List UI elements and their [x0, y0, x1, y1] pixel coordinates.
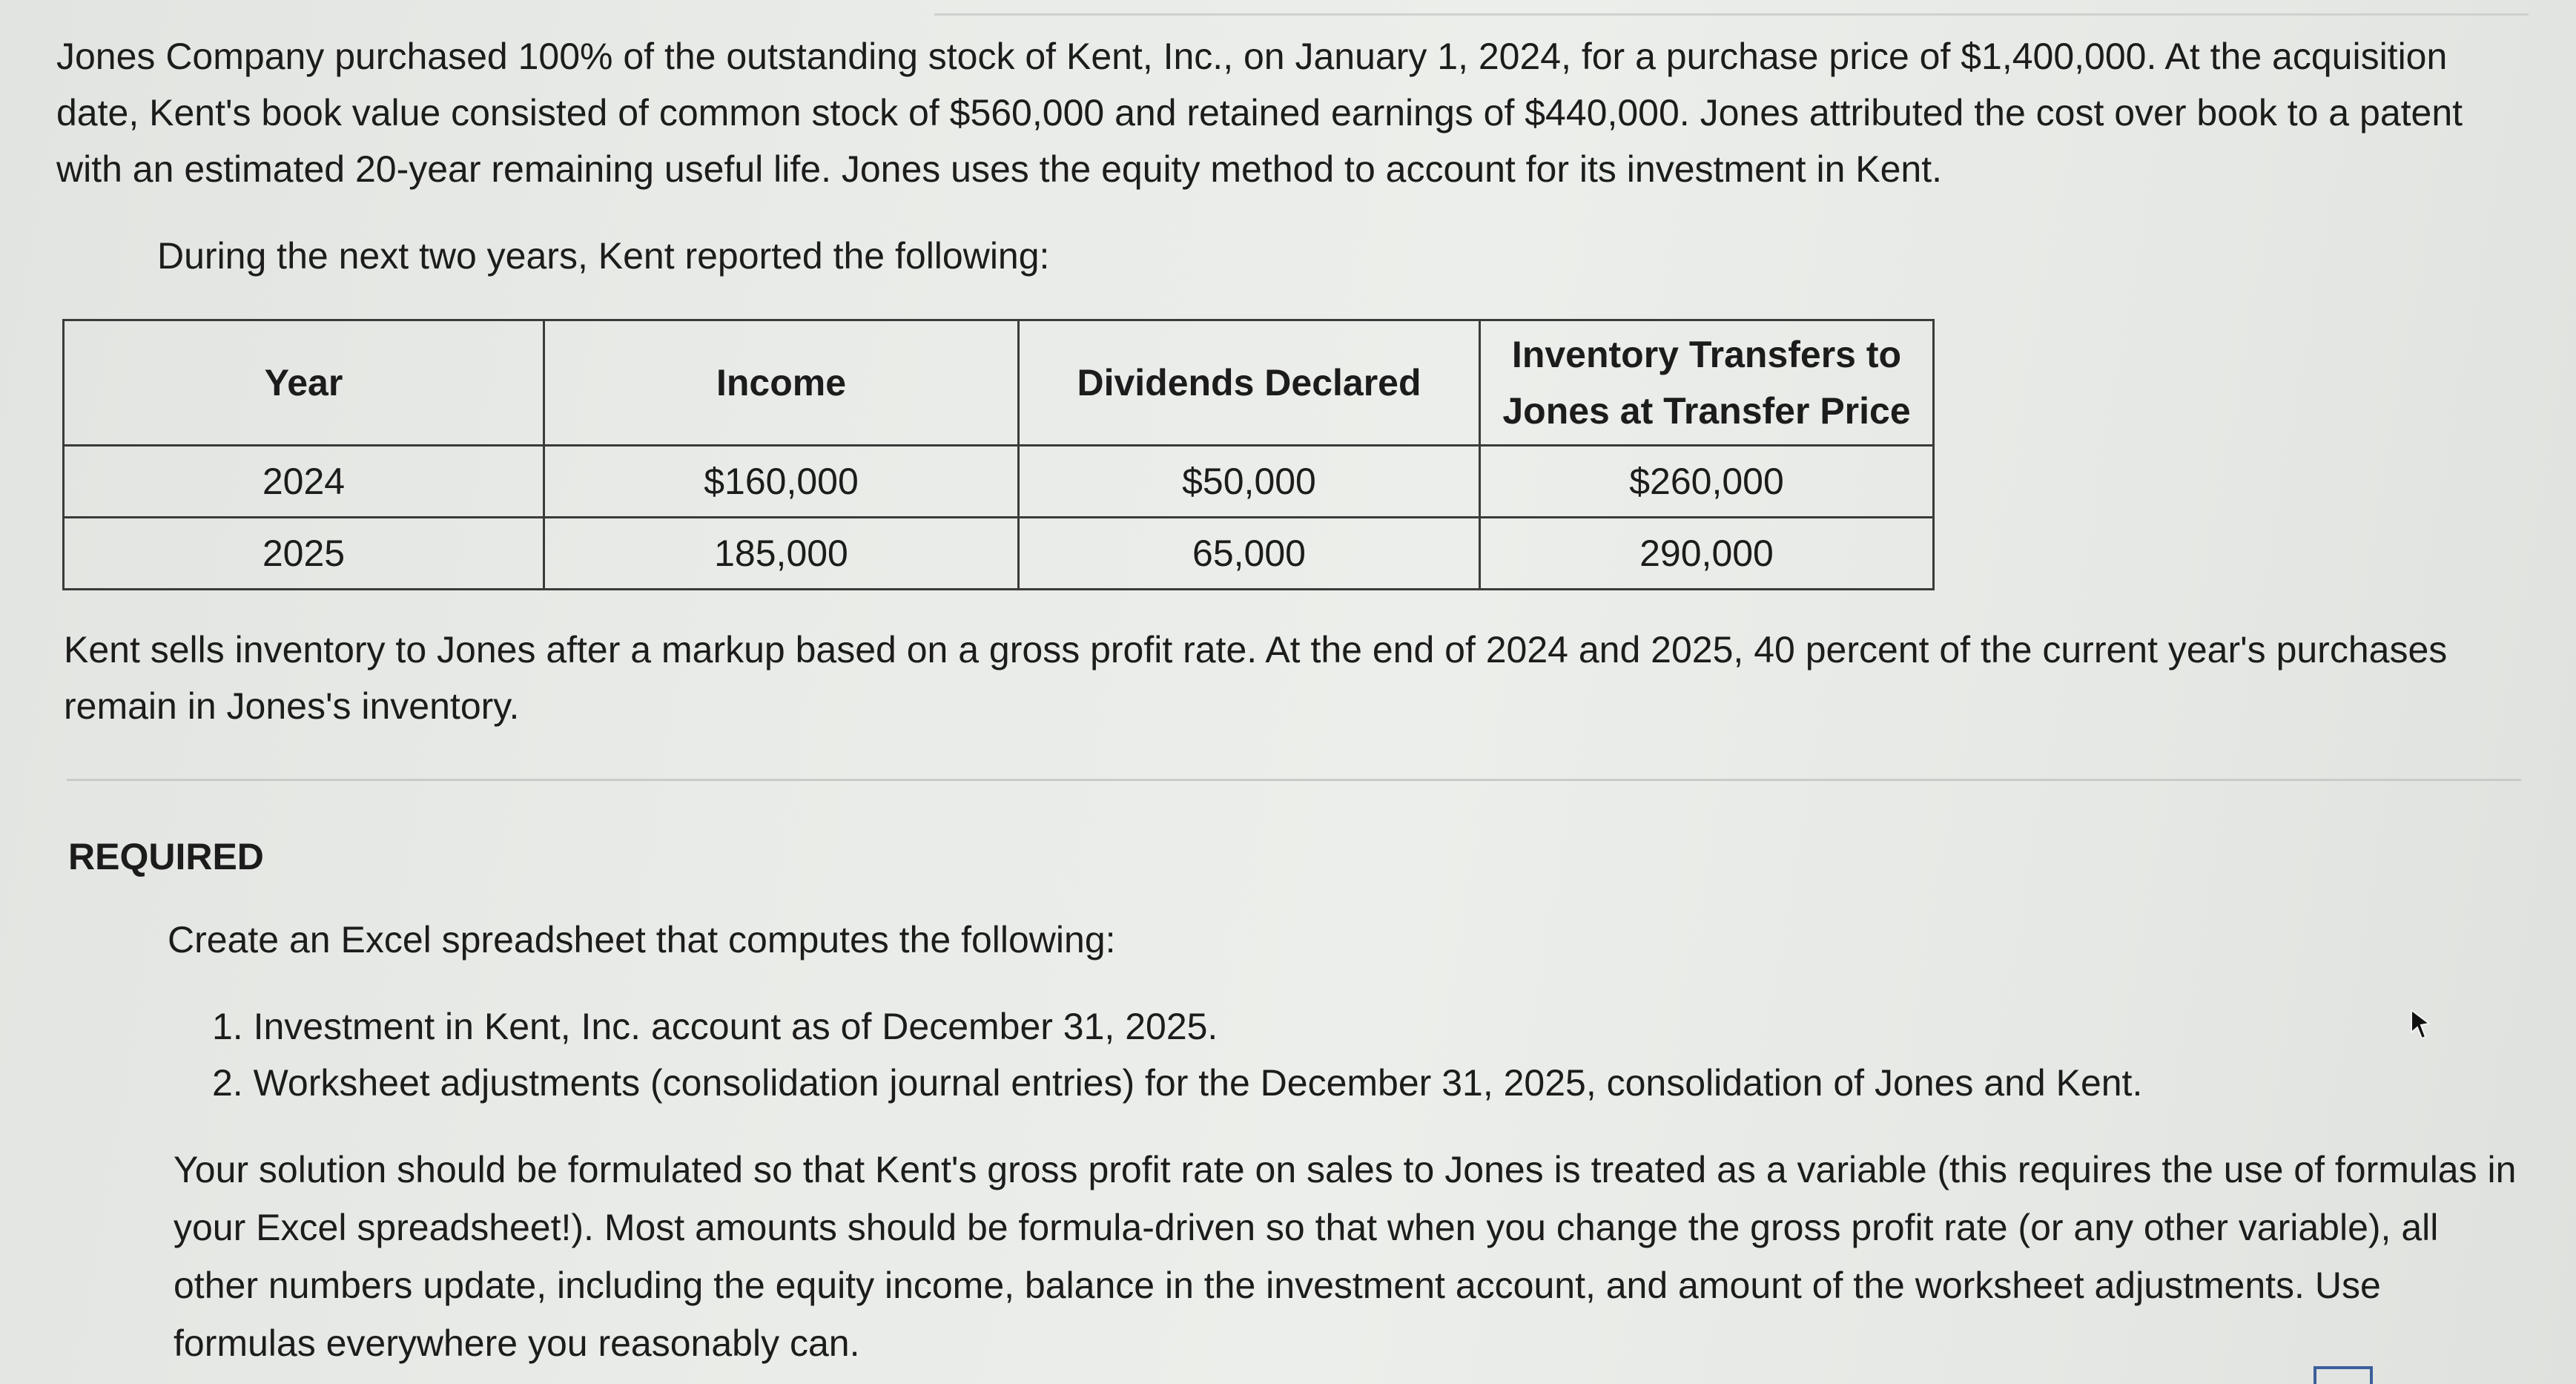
inventory-note-paragraph: Kent sells inventory to Jones after a markup based on a gross profit rate. At the end of 2024 and 2025, 40 percent of the current year's purchases remain in Jones's inventory.: [64, 629, 2448, 727]
section-divider: [67, 779, 2521, 781]
kent-results-table: [62, 319, 1935, 590]
table-header-row: [64, 320, 1934, 446]
lead-text: During the next two years, Kent reported the following:: [157, 235, 1050, 277]
create-instruction: Create an Excel spreadsheet that computes the following:: [168, 919, 1116, 960]
top-divider: [934, 13, 2529, 16]
requirement-item: 2. Worksheet adjustments (consolidation journal entries) for the December 31, 2025, consolidation of Jones and Kent.: [212, 1062, 2143, 1104]
requirement-item: 1. Investment in Kent, Inc. account as of December 31, 2025.: [212, 1006, 1218, 1047]
requirements-list: [212, 998, 2142, 1111]
table-row: [64, 518, 1934, 590]
header-year: Year: [64, 320, 544, 446]
intro-paragraph: Jones Company purchased 100% of the outstanding stock of Kent, Inc., on January 1, 2024, for a purchase price of $1,400,000. At the acquisition date, Kent's book value consisted of common stock of $560,000 and retained earnings of $440,000. Jones attributed the cost over book to a patent with an estimated 20-year remaining useful life. Jones uses the equity method to account for its investment in Kent.: [56, 36, 2463, 190]
cell-income: 185,000: [544, 518, 1019, 590]
cell-income: $160,000: [544, 446, 1019, 518]
header-inventory-transfers: Inventory Transfers to Jones at Transfer Price: [1480, 320, 1934, 446]
cell-dividends: $50,000: [1019, 446, 1480, 518]
mouse-pointer-icon: [2405, 1007, 2435, 1044]
partial-frame-icon: [2314, 1366, 2373, 1384]
closing-paragraph: Your solution should be formulated so that Kent's gross profit rate on sales to Jones is treated as a variable (this requires the use of formulas in your Excel spreadsheet!). Most amounts should be formula-driven so that when you change the gross profit rate (or any other variable), all other numbers update, including the equity income, balance in the investment account, and amount of the worksheet adjustments. Use formulas everywhere you reasonably can.: [174, 1149, 2517, 1364]
required-heading: REQUIRED: [68, 836, 264, 877]
header-income: Income: [544, 320, 1019, 446]
cell-year: 2025: [64, 518, 544, 590]
table-row: [64, 446, 1934, 518]
cell-dividends: 65,000: [1019, 518, 1480, 590]
cell-inventory-transfers: $260,000: [1480, 446, 1934, 518]
cell-year: 2024: [64, 446, 544, 518]
cell-inventory-transfers: 290,000: [1480, 518, 1934, 590]
header-dividends: Dividends Declared: [1019, 320, 1480, 446]
